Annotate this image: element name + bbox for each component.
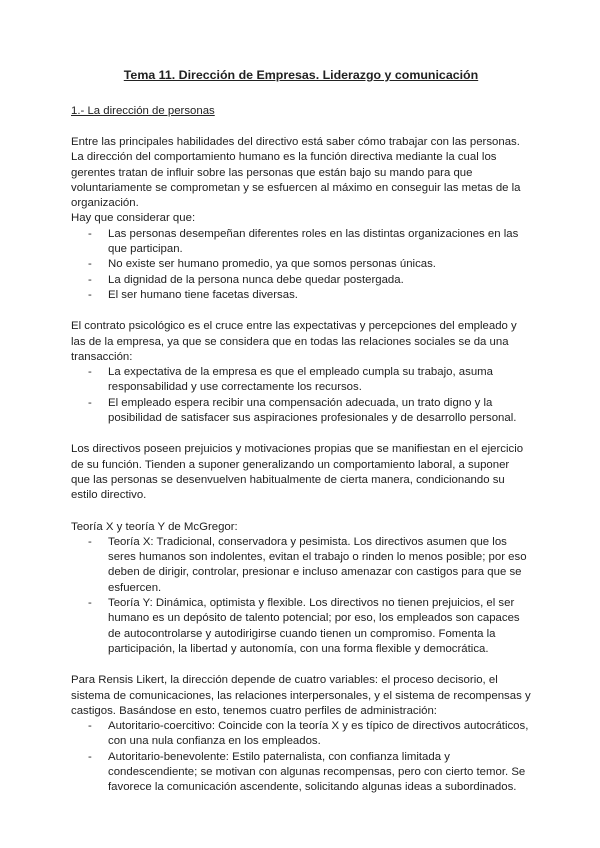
paragraph-likert: Para Rensis Likert, la dirección depende de cuatro variables: el proceso decisorio, el sistema de comunicaciones, las relaciones interpersonales, y el sistema de recompensas y castigos. Basándose en esto, tenemos cuatro perfiles de administración: [71,674,531,717]
list-item: - Las personas desempeñan diferentes roles en las distintas organizaciones en las que participan. [71,227,531,258]
paragraph-consider: Hay que considerar que: [71,212,196,225]
paragraph-intro: Entre las principales habilidades del directivo está saber cómo trabajar con las personas. La dirección del comportamiento humano es la función directiva mediante la cual los gerentes tratan de influir sobre las personas que están bajo su mando para que voluntariamente se comprometan y se esfuercen al máximo en conseguir las metas de la organización. [71,136,521,210]
list-item: - El ser humano tiene facetas diversas. [71,288,531,303]
list-item: - Teoría X: Tradicional, conservadora y pesimista. Los directivos asumen que los seres humanos son indolentes, evitan el trabajo o rinden lo menos posible; por eso deben de dirigir, controlar, presionar e incluso amenazar con castigos para que se esfuercen. [71,535,531,596]
list-considerations [71,227,531,303]
list-item: - No existe ser humano promedio, ya que somos personas únicas. [71,257,531,272]
document-page [71,68,531,796]
list-item: - Autoritario-coercitivo: Coincide con la teoría X y es típico de directivos autocráticos, con una nula confianza en los empleados. [71,719,531,750]
list-item: - Teoría Y: Dinámica, optimista y flexible. Los directivos no tienen prejuicios, el ser humano es un depósito de talento potencial; por eso, los empleados son capaces de autocontrolarse y autodirigirse cuando tienen un compromiso. Fomenta la participación, la libertad y autonomía, con una forma flexible y democrática. [71,596,531,657]
list-item: - La dignidad de la persona nunca debe quedar postergada. [71,273,531,288]
list-contract [71,365,531,426]
paragraph-psychological-contract: El contrato psicológico es el cruce entre las expectativas y percepciones del empleado y las de la empresa, ya que se considera que en todas las relaciones sociales se da una transacción: [71,320,517,363]
list-theories [71,535,531,657]
list-item: - Autoritario-benevolente: Estilo paternalista, con confianza limitada y condescendiente; se motivan con algunas recompensas, pero con cierto temor. Se favorece la comunicación ascendente, solicitando algunas ideas a subordinados. [71,750,531,796]
section-heading: 1.- La dirección de personas [71,105,215,117]
paragraph-prejudices: Los directivos poseen prejuicios y motivaciones propias que se manifiestan en el ejercicio de su función. Tienden a suponer generalizando un comportamiento laboral, a suponer que las personas se desenvuelven habitualmente de cierta manera, condicionando su estilo directivo. [71,443,524,502]
document-title: Tema 11. Dirección de Empresas. Liderazgo y comunicación [123,68,479,82]
paragraph-mcgregor: Teoría X y teoría Y de McGregor: [71,520,238,533]
list-item: - La expectativa de la empresa es que el empleado cumpla su trabajo, asuma responsabilidad y use correctamente los recursos. [71,365,531,396]
list-item: - El empleado espera recibir una compensación adecuada, un trato digno y la posibilidad de satisfacer sus aspiraciones profesionales y de desarrollo personal. [71,396,531,427]
list-profiles [71,719,531,795]
